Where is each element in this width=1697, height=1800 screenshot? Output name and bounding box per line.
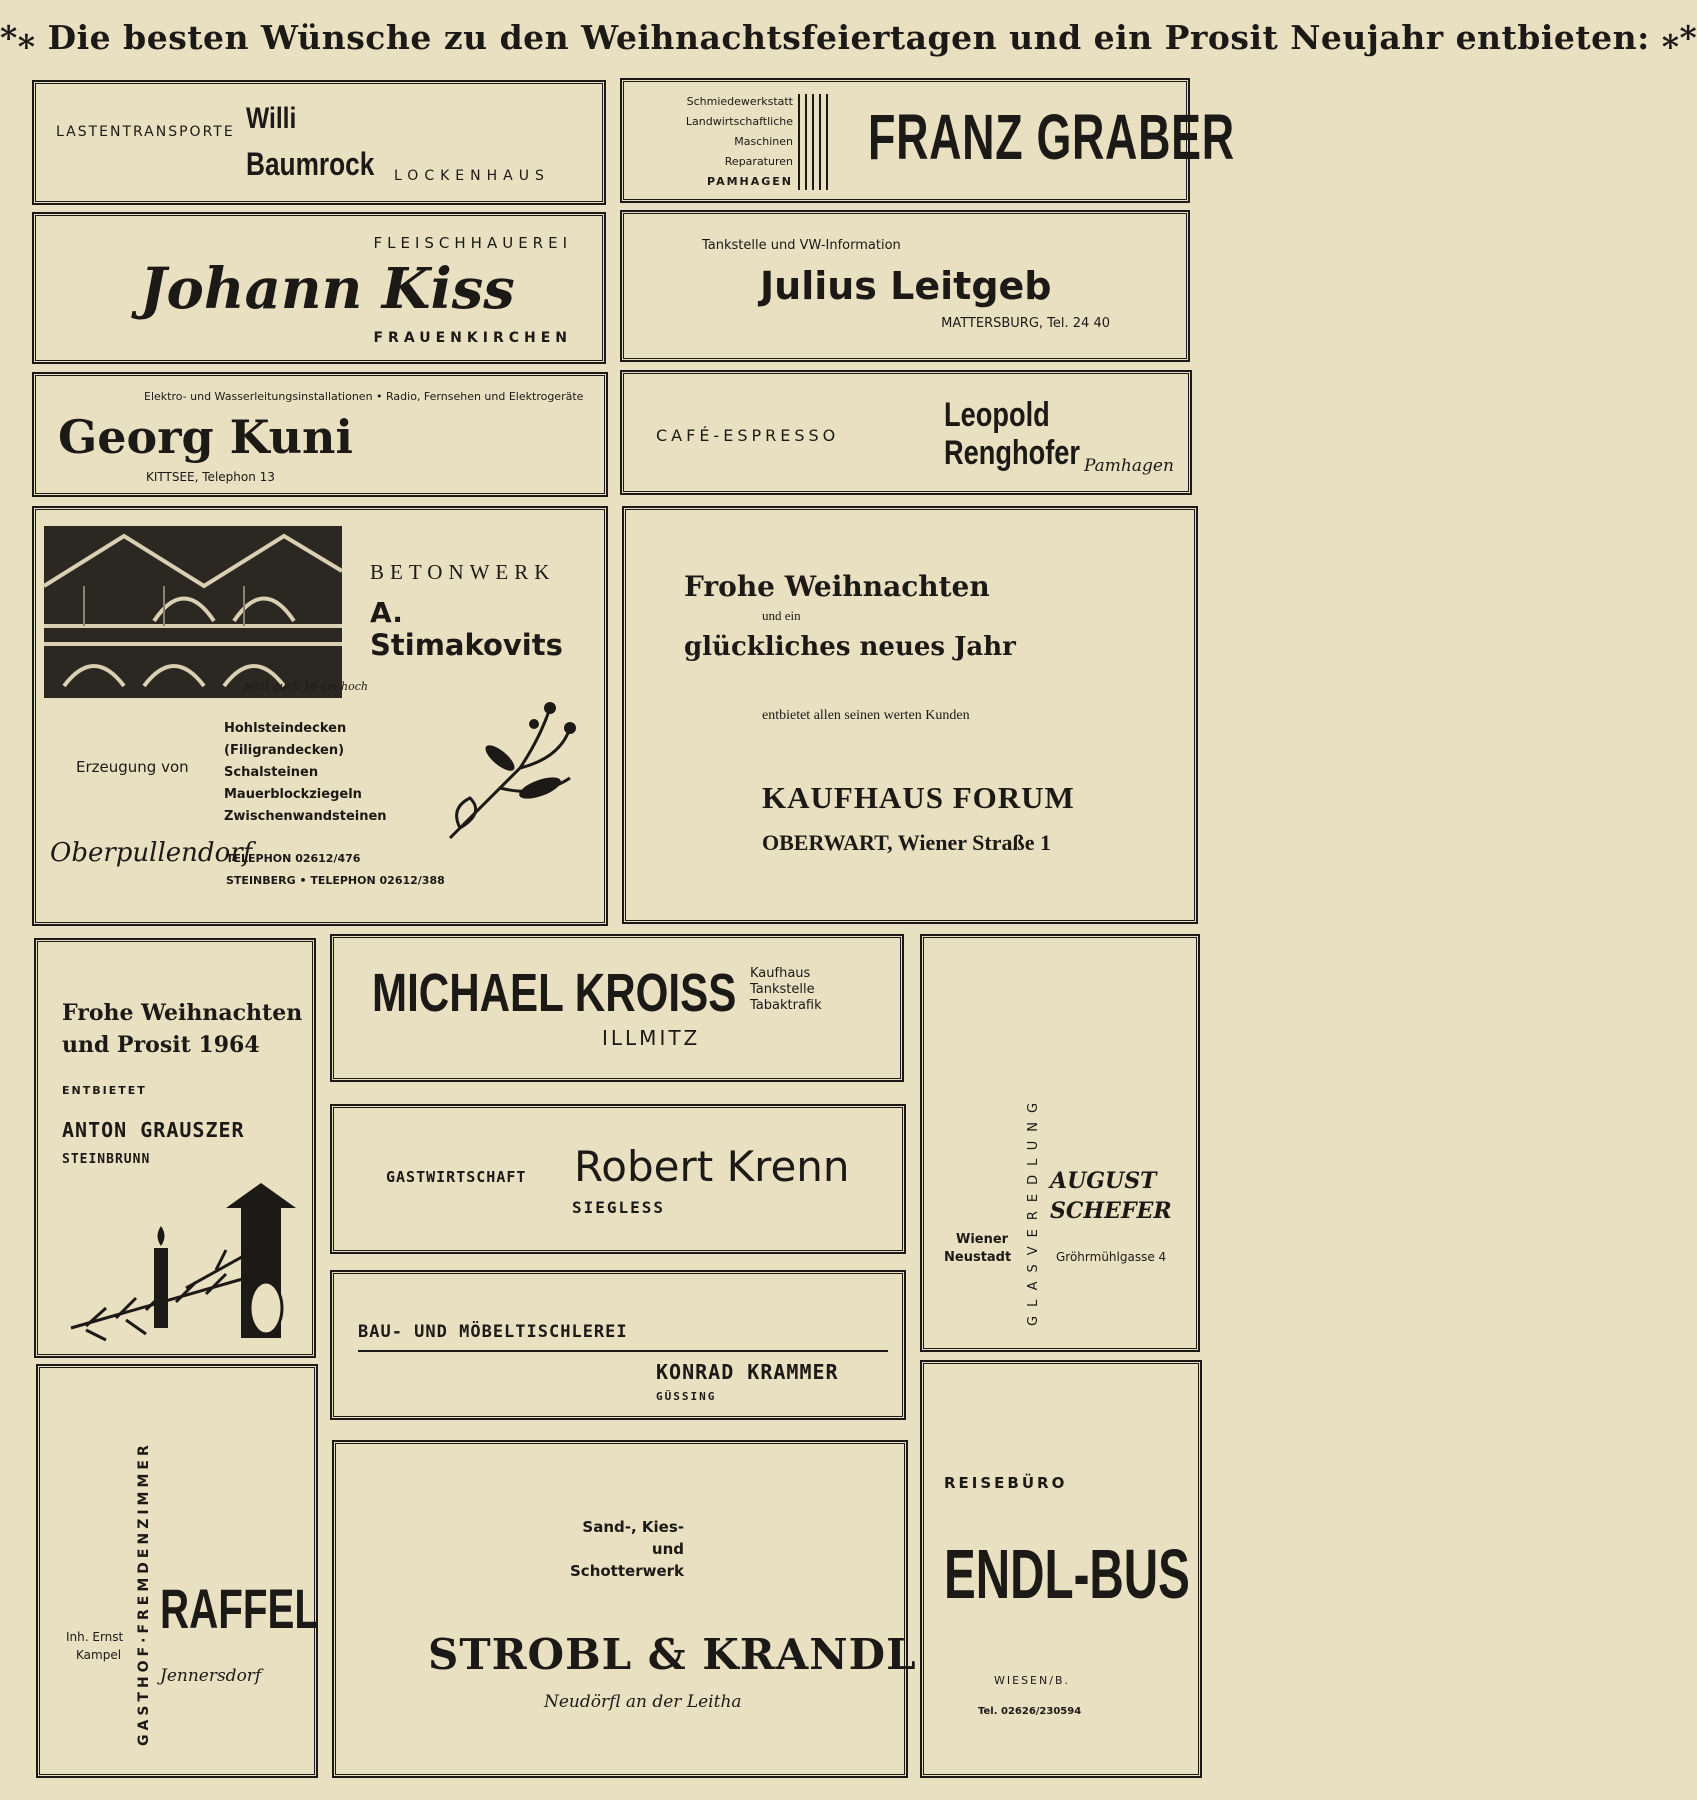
ad-kuni-name: Georg Kuni: [58, 410, 353, 464]
ad-stimakovits-place: Oberpullendorf: [50, 838, 253, 868]
ad-grauszer-name: ANTON GRAUSZER: [62, 1118, 245, 1142]
ad-endl-name: ENDL-BUS: [944, 1535, 1190, 1613]
factory-roof-image: [44, 526, 342, 698]
ad-stimakovits-phone2: STEINBERG • TELEPHON 02612/388: [226, 874, 445, 887]
ad-raffel-owner2: Kampel: [76, 1648, 122, 1662]
product-item: Hohlsteindecken: [224, 721, 347, 736]
ad-strobl-line: und: [651, 1540, 684, 1558]
vertical-lines-ornament: [797, 94, 847, 190]
ad-leitgeb-name: Julius Leitgeb: [760, 264, 1052, 308]
ad-raffel-owner1: Inh. Ernst: [66, 1630, 124, 1644]
ad-grauszer: [34, 938, 316, 1358]
ad-baumrock-category: LASTENTRANSPORTE: [56, 124, 235, 140]
product-item: Mauerblockziegeln: [224, 787, 362, 802]
ad-kuni: [32, 372, 608, 497]
ad-strobl: [332, 1440, 917, 1778]
ad-raffel-name: RAFFEL: [160, 1577, 320, 1640]
ad-leitgeb-place: MATTERSBURG, Tel. 24 40: [941, 316, 1110, 331]
ad-kroiss-name: MICHAEL KROISS: [372, 963, 737, 1023]
ad-stimakovits-category: BETONWERK: [370, 560, 556, 584]
ad-baumrock-first: Willi: [246, 102, 297, 135]
ad-renghofer-place: Pamhagen: [1084, 456, 1174, 476]
ad-baumrock: [32, 80, 606, 205]
ad-krammer: [330, 1270, 906, 1420]
ad-krenn-category: GASTWIRTSCHAFT: [386, 1168, 527, 1186]
ad-kuni-place: KITTSEE, Telephon 13: [146, 470, 275, 484]
ad-leitgeb: [620, 210, 1190, 362]
product-item: Zwischenwandsteinen: [224, 809, 387, 824]
ad-forum-greeting2: glückliches neues Jahr: [684, 632, 1016, 662]
ad-endl: [920, 1360, 1202, 1778]
ad-forum-greeting1: Frohe Weihnachten: [684, 570, 990, 603]
ad-kiss-category: FLEISCHHAUEREI: [373, 234, 572, 252]
ad-strobl-place: Neudörfl an der Leitha: [544, 1692, 742, 1712]
ad-schefer-name1: AUGUST: [1050, 1168, 1157, 1194]
ad-endl-category: REISEBÜRO: [944, 1474, 1068, 1492]
ad-kroiss-service: Tabaktrafik: [750, 998, 822, 1013]
ad-forum-and: und ein: [762, 608, 801, 623]
ad-krammer-category: BAU- UND MÖBELTISCHLEREI: [358, 1322, 628, 1342]
ad-schefer-city1: Wiener: [956, 1232, 1009, 1247]
ad-raffel-vertical: GASTHOF·FREMDENZIMMER: [136, 1441, 152, 1746]
ad-krammer-place: GÜSSING: [656, 1390, 717, 1403]
ad-kroiss: [330, 934, 904, 1082]
ad-strobl-name: STROBL & KRANDL: [428, 1630, 917, 1679]
ad-krenn: [330, 1104, 906, 1254]
ad-baumrock-place: LOCKENHAUS: [394, 168, 550, 184]
ad-baumrock-last: Baumrock: [246, 146, 375, 182]
ad-grauszer-place: STEINBRUNN: [62, 1152, 151, 1167]
ad-leitgeb-category: Tankstelle und VW-Information: [702, 238, 901, 253]
ad-forum-sub: entbietet allen seinen werten Kunden: [762, 708, 970, 723]
ad-kuni-category: Elektro- und Wasserleitungsinstallationen • Radio, Fernsehen und Elektrogeräte: [144, 390, 584, 403]
product-item: Schalsteinen: [224, 765, 319, 780]
divider: [358, 1350, 888, 1352]
ad-schefer-vertical: GLASVEREDLUNG: [1026, 1093, 1041, 1326]
ad-kiss-name: Johann Kiss: [140, 256, 515, 322]
ad-raffel: [36, 1364, 318, 1778]
ad-renghofer-first: Leopold: [944, 396, 1050, 434]
ad-stimakovits-phone1: TELEPHON 02612/476: [226, 852, 361, 865]
ad-schefer-city2: Neustadt: [944, 1250, 1012, 1265]
ad-schefer-address: Gröhrmühlgasse 4: [1056, 1250, 1167, 1264]
ad-strobl-line: Schotterwerk: [570, 1562, 684, 1580]
ad-graber-service: Schmiedewerkstatt: [686, 95, 793, 108]
ad-endl-phone: Tel. 02626/230594: [978, 1706, 1082, 1717]
ad-krenn-place: SIEGLESS: [572, 1198, 666, 1217]
ad-raffel-place: Jennersdorf: [160, 1666, 262, 1686]
ad-stimakovits-initial: A.: [370, 596, 403, 629]
ad-stimakovits-name: Stimakovits: [370, 628, 563, 662]
ad-renghofer: [620, 370, 1192, 495]
ad-renghofer-last: Renghofer: [944, 434, 1080, 472]
ad-graber-service: Maschinen: [734, 135, 793, 148]
ad-grauszer-greeting1: Frohe Weihnachten: [62, 1000, 303, 1026]
page-title: *⁎ Die besten Wünsche zu den Weihnachtsfeiertagen und ein Prosit Neujahr entbieten: ⁎*: [0, 18, 1697, 57]
ad-graber-service: PAMHAGEN: [707, 175, 793, 188]
candle-fir-branch-icon: [66, 1178, 296, 1348]
ad-graber-service: Reparaturen: [724, 155, 793, 168]
ad-forum-name: KAUFHAUS FORUM: [762, 780, 1075, 815]
ad-schefer: [920, 934, 1200, 1352]
ad-forum: [622, 506, 1198, 924]
ad-grauszer-greeting2: und Prosit 1964: [62, 1032, 260, 1058]
ad-graber-name: FRANZ GRABER: [868, 101, 1235, 173]
ad-renghofer-category: CAFÉ-ESPRESSO: [656, 426, 840, 445]
ad-kroiss-service: Tankstelle: [750, 982, 815, 997]
ad-schefer-name2: SCHEFER: [1050, 1198, 1172, 1224]
ad-kiss-place: FRAUENKIRCHEN: [373, 330, 572, 346]
ad-kroiss-place: ILLMITZ: [602, 1026, 701, 1050]
ad-kroiss-service: Kaufhaus: [750, 966, 811, 981]
ad-krammer-name: KONRAD KRAMMER: [656, 1360, 839, 1384]
ad-graber: [620, 78, 1235, 203]
ad-kiss: [32, 212, 606, 364]
ad-forum-address: OBERWART, Wiener Straße 1: [762, 830, 1051, 855]
ad-graber-service: Landwirtschaftliche: [685, 115, 793, 128]
product-item: (Filigrandecken): [224, 743, 345, 758]
ad-strobl-line: Sand-, Kies-: [582, 1518, 684, 1536]
ad-stimakovits: [32, 506, 608, 926]
production-label: Erzeugung von: [76, 758, 189, 776]
mistletoe-icon: [430, 688, 580, 848]
ad-grauszer-sub: ENTBIETET: [62, 1084, 147, 1097]
ad-endl-place: WIESEN/B.: [994, 1674, 1070, 1687]
photo-caption: Jetzt auch 16 cm hoch: [244, 680, 368, 693]
ad-krenn-name: Robert Krenn: [574, 1142, 850, 1191]
